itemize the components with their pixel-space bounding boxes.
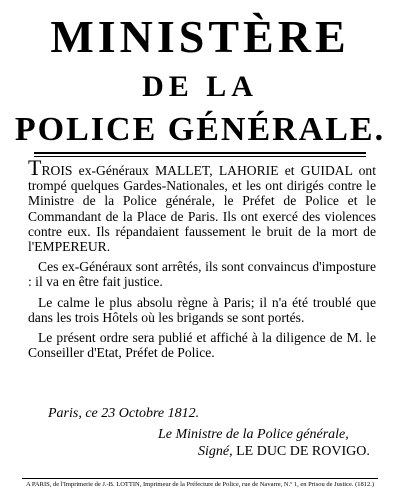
signature-title: Le Ministre de la Police générale, [158,427,349,442]
paragraph-4: Le présent ordre sera publié et affiché à la diligence de M. le Conseiller d'Etat, Préfet de Police. [28,330,376,361]
title-ministere: MINISTÈRE [50,11,350,62]
dateline: Paris, ce 23 Octobre 1812. [48,406,200,421]
paragraph-2: Ces ex-Généraux sont arrêtés, ils sont convaincus d'imposture : il va en être fait justice. [28,259,376,290]
paragraph-1-text: ROIS ex-Généraux MALLET, LAHORIE et GUIDAL ont trompé quelques Gardes-Nationales, et les ont dirigés contre le Ministre de la Police générale, le Préfet de Police et le Commandant de la Place de Paris. Ils ont exercé des violences contre eux. Ils répandaient faussement le bruit de la mort de l'EMPEREUR. [28,163,376,255]
signature-line [198,444,370,460]
paragraph-3: Le calme le plus absolu règne à Paris; il n'a été troublé que dans les trois Hôtels où les brigands se sont portés. [28,294,376,325]
title-rule-thick [34,152,366,154]
drop-cap: T [28,155,42,180]
signature-signe: Signé, [198,444,233,459]
footer-rule [22,478,378,479]
title-de-la: DE LA [142,70,258,103]
signature-name: LE DUC DE ROVIGO. [236,444,370,459]
paragraph-1 [28,155,376,255]
title-police-generale: POLICE GÉNÉRALE. [14,111,386,148]
title-rule-thin [34,156,366,157]
printer-imprint: A PARIS, de l'Imprimerie de J.-B. LOTTIN, Imprimeur de la Préfecture de Police, rue de Navarre, N.º 1, en Prisou de Justice. (1812.) [25,481,375,488]
proclamation-body [28,155,376,365]
